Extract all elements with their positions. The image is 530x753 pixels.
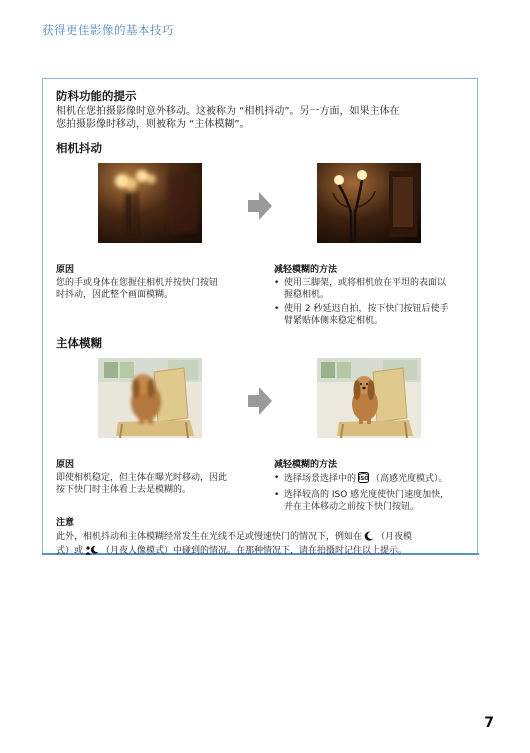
note-line-2 bbox=[56, 545, 476, 559]
camera-shake-cause bbox=[56, 262, 256, 301]
note-text bbox=[56, 531, 476, 559]
page-number: 7 bbox=[484, 715, 494, 731]
camera-shake-tips bbox=[274, 277, 474, 327]
note-line-1-after: （月夜模 bbox=[376, 532, 413, 542]
iso-high-sensitivity-icon bbox=[358, 472, 369, 487]
subject-blur-cause bbox=[56, 457, 256, 496]
subject-blur-tip-2-line-2: 并在主体移动之前按下快门按钮。 bbox=[284, 502, 420, 512]
intro-line-2: 您拍摄影像时移动，则被称为 “主体模糊”。 bbox=[56, 119, 250, 130]
subject-blur-tip-2-line-1: • 选择较高的 ISO 感光度使快门速度加快， bbox=[284, 490, 450, 500]
subject-blur-reduce bbox=[274, 457, 478, 515]
camera-shake-cause-label: 原因 bbox=[56, 265, 75, 275]
subject-blur-cause-label: 原因 bbox=[56, 460, 75, 470]
intro-paragraph bbox=[56, 105, 476, 131]
subject-blur-tip-2 bbox=[274, 489, 478, 513]
camera-shake-tip-2-line-1: • 使用 2 秒延迟自拍，按下快门按钮后使手 bbox=[284, 304, 449, 314]
camera-shake-reduce-label: 减轻模糊的方法 bbox=[274, 265, 338, 275]
camera-shake-reduce bbox=[274, 262, 474, 329]
camera-shake-tip-1-line-1: • 使用三脚架，或将相机放在平坦的表面以 bbox=[284, 278, 447, 288]
note-block bbox=[56, 515, 476, 559]
camera-shake-sharp-photo bbox=[317, 163, 421, 243]
subject-blur-reduce-label: 减轻模糊的方法 bbox=[274, 460, 338, 470]
twilight-portrait-icon bbox=[85, 545, 99, 559]
note-line-1-before: 此外，相机抖动和主体模糊经常发生在光线不足或慢速快门的情况下，例如在 bbox=[56, 532, 363, 542]
svg-text:ISO: ISO bbox=[358, 476, 369, 482]
note-line-2-after: （月夜人像模式）中碰到的情况。在那种情况下，请在拍摄时记住以上提示。 bbox=[101, 546, 408, 556]
subject-blur-tip-1-before: 选择场景选择中的 bbox=[284, 474, 357, 484]
camera-shake-tip-1 bbox=[274, 277, 474, 301]
subject-blur-tip-1 bbox=[274, 472, 478, 487]
camera-shake-cause-line-1: 您的手或身体在您握住相机并按快门按钮 bbox=[56, 278, 219, 288]
subject-blur-cause-line-2: 按下快门时主体看上去是模糊的。 bbox=[56, 485, 192, 495]
note-line-2-before: 式）或 bbox=[56, 546, 84, 556]
camera-shake-heading: 相机抖动 bbox=[56, 141, 102, 155]
twilight-moon-icon bbox=[364, 531, 374, 545]
subject-blur-blurry-photo bbox=[98, 358, 202, 438]
camera-shake-cause-line-2: 时抖动，因此整个画面模糊。 bbox=[56, 290, 174, 300]
subject-blur-tip-1-after: （高感光度模式）。 bbox=[371, 474, 448, 484]
camera-shake-tip-2 bbox=[274, 303, 474, 327]
box-title: 防科功能的提示 bbox=[56, 89, 137, 103]
camera-shake-blurry-photo bbox=[98, 163, 202, 243]
note-label: 注意 bbox=[56, 518, 75, 528]
camera-shake-cause-text bbox=[56, 277, 256, 301]
arrow-right-icon bbox=[248, 192, 272, 224]
note-line-1 bbox=[56, 531, 476, 545]
subject-blur-cause-line-1: 即使相机稳定，但主体在曝光时移动，因此 bbox=[56, 473, 228, 483]
arrow-right-icon bbox=[248, 387, 272, 419]
subject-blur-heading: 主体模糊 bbox=[56, 336, 102, 350]
camera-shake-tip-1-line-2: 握稳相机。 bbox=[284, 290, 330, 300]
subject-blur-cause-text bbox=[56, 472, 256, 496]
subject-blur-tips bbox=[274, 472, 478, 513]
page-header-title: 获得更佳影像的基本技巧 bbox=[42, 23, 174, 37]
subject-blur-sharp-photo bbox=[317, 358, 421, 438]
camera-shake-tip-2-line-2: 臂紧贴体侧来稳定相机。 bbox=[284, 316, 384, 326]
intro-line-1: 相机在您拍摄影像时意外移动。这被称为 “相机抖动”。另一方面，如果主体在 bbox=[56, 106, 400, 117]
